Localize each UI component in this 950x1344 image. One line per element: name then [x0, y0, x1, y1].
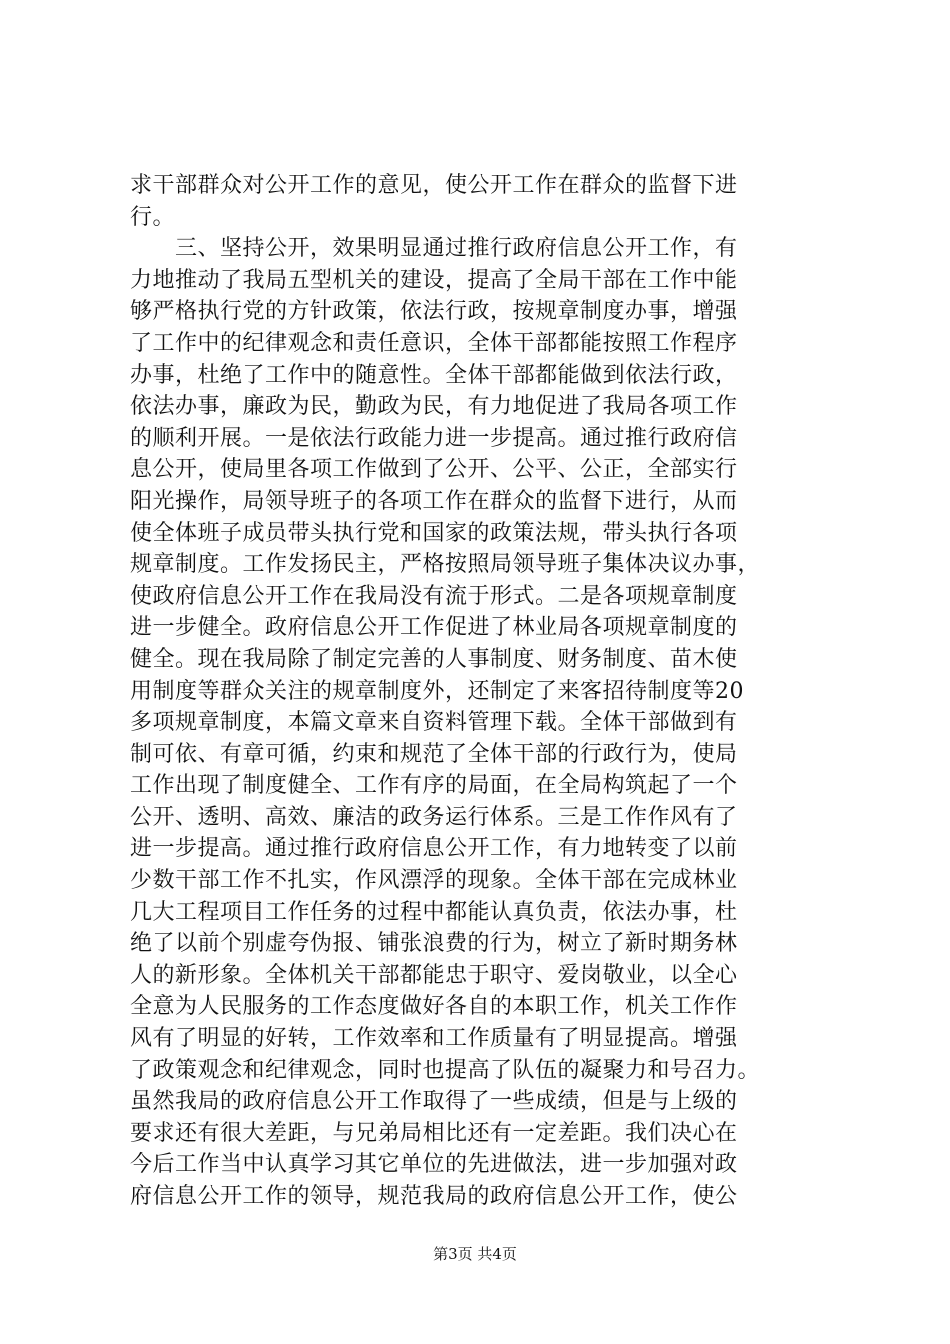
text-line: 了政策观念和纪律观念，同时也提高了队伍的凝聚力和号召力。	[130, 1057, 761, 1083]
text-line: 息公开，使局里各项工作做到了公开、公平、公正，全部实行	[130, 457, 738, 483]
text-line: 规章制度。工作发扬民主，严格按照局领导班子集体决议办事，	[130, 552, 761, 578]
text-line: 的顺利开展。一是依法行政能力进一步提高。通过推行政府信	[130, 425, 738, 451]
text-line: 求干部群众对公开工作的意见，使公开工作在群众的监督下进	[130, 173, 738, 198]
text-line: 行。	[130, 204, 176, 230]
text-line: 工作出现了制度健全、工作有序的局面，在全局构筑起了一个	[130, 773, 738, 799]
text-line: 多项规章制度，本篇文章来自资料管理下载。全体干部做到有	[130, 710, 738, 736]
text-line: 今后工作当中认真学习其它单位的先进做法，进一步加强对政	[130, 1152, 738, 1178]
body-text	[130, 170, 830, 1213]
text-line: 全意为人民服务的工作态度做好各自的本职工作，机关工作作	[130, 994, 738, 1020]
text-line: 阳光操作，局领导班子的各项工作在群众的监督下进行，从而	[130, 488, 738, 514]
text-line: 够严格执行党的方针政策，依法行政，按规章制度办事，增强	[130, 299, 738, 325]
text-line: 进一步提高。通过推行政府信息公开工作，有力地转变了以前	[130, 836, 738, 862]
text-line: 人的新形象。全体机关干部都能忠于职守、爱岗敬业，以全心	[130, 962, 738, 988]
text-line: 办事，杜绝了工作中的随意性。全体干部都能做到依法行政，	[130, 362, 738, 388]
text-line: 风有了明显的好转，工作效率和工作质量有了明显提高。增强	[130, 1026, 738, 1052]
text-line: 用制度等群众关注的规章制度外，还制定了来客招待制度等20	[130, 678, 744, 704]
text-line: 依法办事，廉政为民，勤政为民，有力地促进了我局各项工作	[130, 394, 738, 420]
text-line: 了工作中的纪律观念和责任意识，全体干部都能按照工作程序	[130, 330, 738, 356]
text-line: 少数干部工作不扎实，作风漂浮的现象。全体干部在完成林业	[130, 868, 738, 894]
text-line: 三、坚持公开，效果明显通过推行政府信息公开工作，有	[130, 236, 738, 262]
text-line: 健全。现在我局除了制定完善的人事制度、财务制度、苗木使	[130, 646, 738, 672]
text-line: 几大工程项目工作任务的过程中都能认真负责，依法办事，杜	[130, 899, 738, 925]
page-footer: 第3页 共4页	[433, 1245, 517, 1263]
text-line: 制可依、有章可循，约束和规范了全体干部的行政行为，使局	[130, 741, 738, 767]
text-line: 使政府信息公开工作在我局没有流于形式。二是各项规章制度	[130, 583, 738, 609]
text-line: 公开、透明、高效、廉洁的政务运行体系。三是工作作风有了	[130, 804, 738, 830]
text-line: 进一步健全。政府信息公开工作促进了林业局各项规章制度的	[130, 615, 738, 641]
text-line: 绝了以前个别虚夸伪报、铺张浪费的行为，树立了新时期务林	[130, 931, 738, 957]
text-line: 要求还有很大差距，与兄弟局相比还有一定差距。我们决心在	[130, 1120, 738, 1146]
text-line: 使全体班子成员带头执行党和国家的政策法规，带头执行各项	[130, 520, 738, 546]
text-line: 府信息公开工作的领导，规范我局的政府信息公开工作，使公	[130, 1184, 738, 1209]
text-line: 虽然我局的政府信息公开工作取得了一些成绩，但是与上级的	[130, 1089, 738, 1115]
text-line: 力地推动了我局五型机关的建设，提高了全局干部在工作中能	[130, 267, 738, 293]
